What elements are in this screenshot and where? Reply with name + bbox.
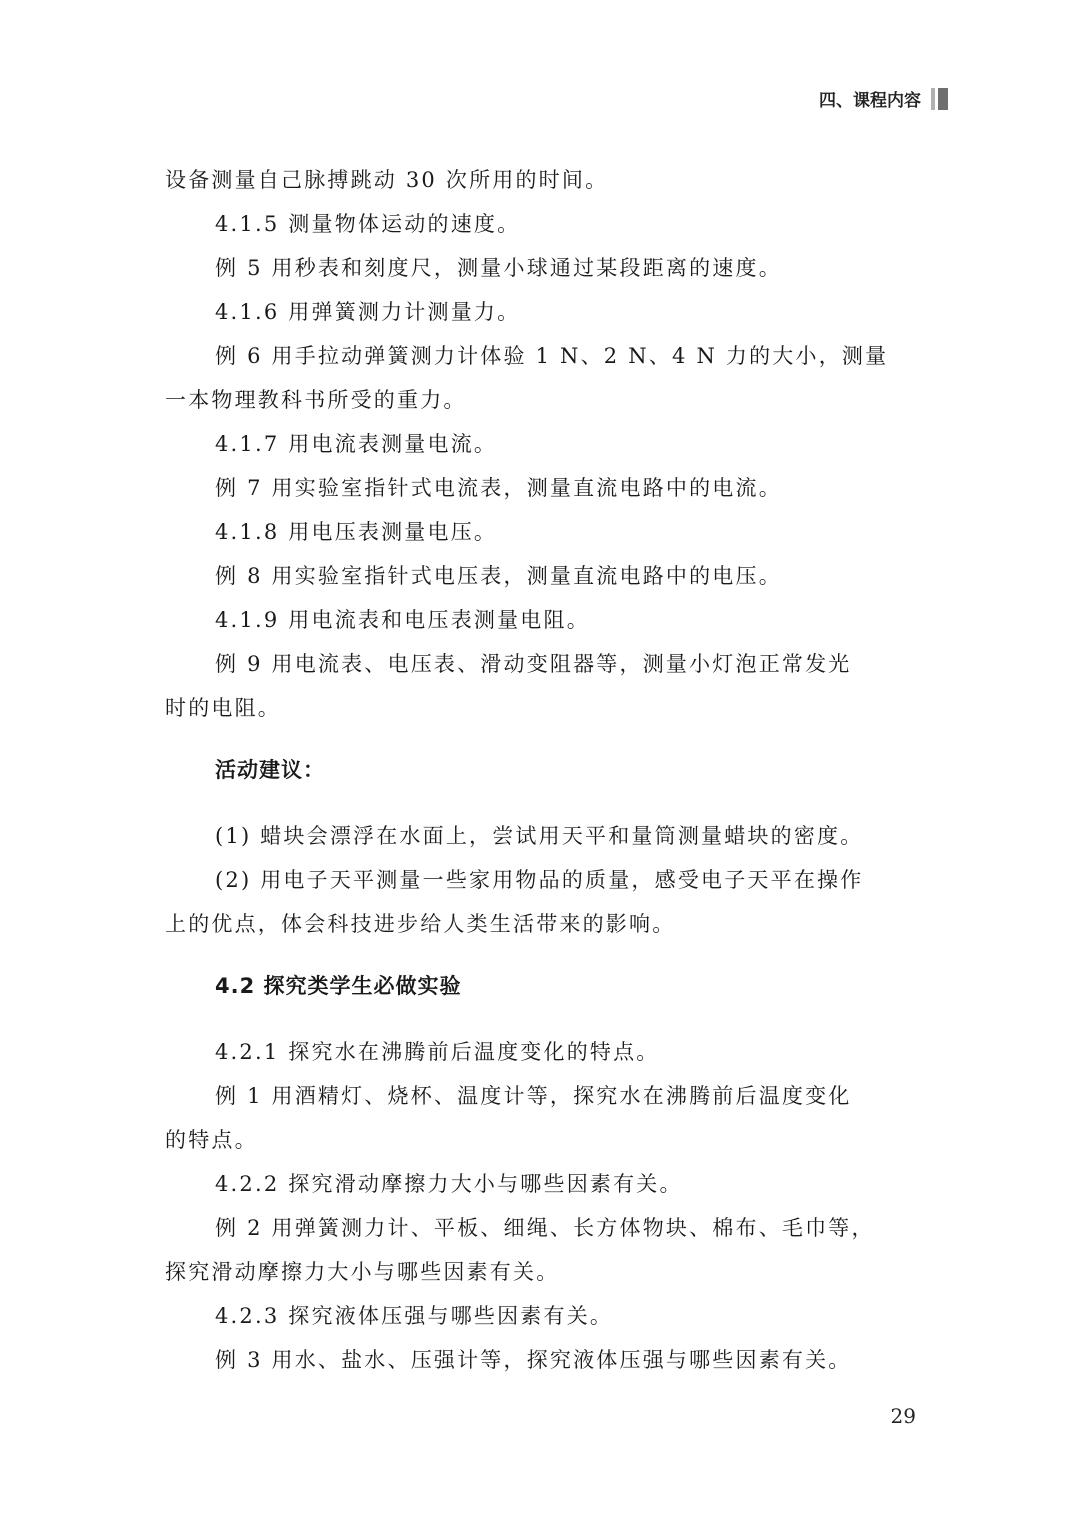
activity-item-1: (1) 蜡块会漂浮在水面上，尝试用天平和量筒测量蜡块的密度。 [215,824,864,848]
page-body [165,158,925,1382]
section-heading-4-2: 4.2 探究类学生必做实验 [215,974,462,998]
activity-item-2: (2) 用电子天平测量一些家用物品的质量，感受电子天平在操作 [215,868,864,892]
running-header [819,86,948,111]
example-2: 例 2 用弹簧测力计、平板、细绳、长方体物块、棉布、毛巾等， [215,1216,875,1240]
example-6-cont: 一本物理教科书所受的重力。 [165,388,467,412]
example-1: 例 1 用酒精灯、烧杯、温度计等，探究水在沸腾前后温度变化 [215,1084,852,1108]
subsection-4-1-6: 4.1.6 用弹簧测力计测量力。 [215,300,521,324]
activity-item-2-cont: 上的优点，体会科技进步给人类生活带来的影响。 [165,912,676,936]
example-6: 例 6 用手拉动弹簧测力计体验 1 N、2 N、4 N 力的大小，测量 [215,344,889,368]
example-1-cont: 的特点。 [165,1128,258,1152]
example-3: 例 3 用水、盐水、压强计等，探究液体压强与哪些因素有关。 [215,1348,852,1372]
subsection-4-1-7: 4.1.7 用电流表测量电流。 [215,432,498,456]
text-line: 设备测量自己脉搏跳动 30 次所用的时间。 [165,168,609,192]
header-title: 四、课程内容 [819,91,921,111]
subsection-4-2-1: 4.2.1 探究水在沸腾前后温度变化的特点。 [215,1040,660,1064]
example-8: 例 8 用实验室指针式电压表，测量直流电路中的电压。 [215,564,782,588]
page-number: 29 [890,1404,916,1428]
subsection-4-1-5: 4.1.5 测量物体运动的速度。 [215,212,521,236]
subsection-4-2-2: 4.2.2 探究滑动摩擦力大小与哪些因素有关。 [215,1172,683,1196]
example-5: 例 5 用秒表和刻度尺，测量小球通过某段距离的速度。 [215,256,782,280]
example-9: 例 9 用电流表、电压表、滑动变阻器等，测量小灯泡正常发光 [215,652,852,676]
example-7: 例 7 用实验室指针式电流表，测量直流电路中的电流。 [215,476,782,500]
activity-heading: 活动建议： [215,758,325,782]
header-bars-decoration [931,88,948,110]
example-9-cont: 时的电阻。 [165,696,281,720]
subsection-4-1-8: 4.1.8 用电压表测量电压。 [215,520,498,544]
example-2-cont: 探究滑动摩擦力大小与哪些因素有关。 [165,1260,560,1284]
subsection-4-2-3: 4.2.3 探究液体压强与哪些因素有关。 [215,1304,614,1328]
subsection-4-1-9: 4.1.9 用电流表和电压表测量电阻。 [215,608,590,632]
